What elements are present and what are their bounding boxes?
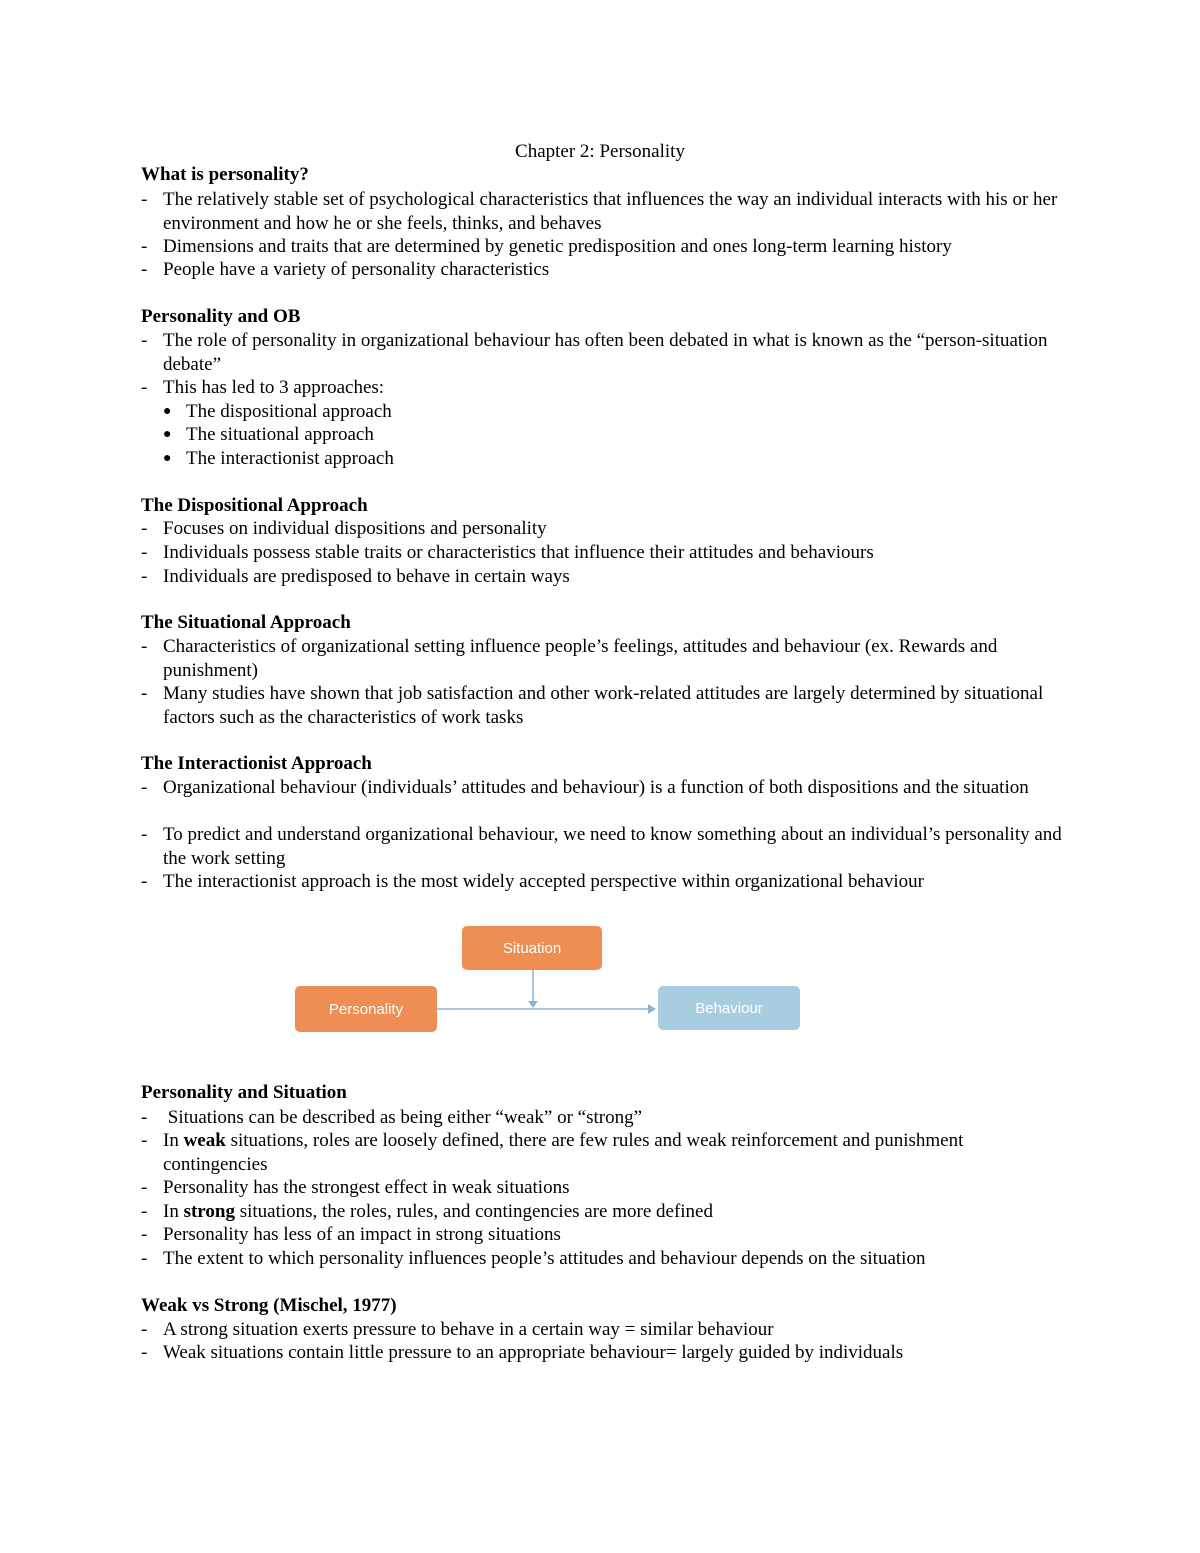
list-item: - Weak situations contain little pressure to an appropriate behaviour= largely guided by individuals [141, 1342, 904, 1363]
list-item: - Organizational behaviour (individuals’ attitudes and behaviour) is a function of both dispositions and the situation [141, 777, 1029, 798]
situation-arrowhead [528, 1001, 538, 1008]
list-item: - A strong situation exerts pressure to behave in a certain way = similar behaviour [141, 1319, 774, 1340]
behaviour-box: Behaviour [658, 986, 800, 1030]
list-item: - Situations can be described as being either “weak” or “strong” [141, 1107, 643, 1128]
list-item: - To predict and understand organizational behaviour, we need to know something about an individual’s personality and the work setting [141, 824, 1062, 869]
list-item: - Personality has less of an impact in strong situations [141, 1224, 561, 1245]
weak-emphasis: weak [183, 1130, 226, 1151]
list-item: - Personality has the strongest effect in weak situations [141, 1177, 570, 1198]
situation-box: Situation [462, 926, 602, 970]
section-heading-situational-approach: The Situational Approach [141, 612, 351, 633]
strong-emphasis: strong [183, 1201, 235, 1222]
section-heading-personality-and-ob: Personality and OB [141, 306, 301, 327]
sub-list-item: ● The situational approach [163, 424, 374, 445]
sub-list-item: ● The interactionist approach [163, 448, 394, 469]
list-item: - The extent to which personality influences people’s attitudes and behaviour depends on the situation [141, 1248, 926, 1269]
list-item: - Individuals possess stable traits or characteristics that influence their attitudes and behaviours [141, 542, 874, 563]
sub-list-item: ● The dispositional approach [163, 401, 392, 422]
list-item: - In strong situations, the roles, rules, and contingencies are more defined [141, 1201, 713, 1222]
list-item: - People have a variety of personality characteristics [141, 259, 550, 280]
list-item: - This has led to 3 approaches: [141, 377, 385, 398]
list-item: - In weak situations, roles are loosely defined, there are few rules and weak reinforcement and punishment contingencies [141, 1130, 964, 1175]
list-item: - The role of personality in organizational behaviour has often been debated in what is known as the “person-situation debate” [141, 330, 1048, 375]
list-item: - The interactionist approach is the most widely accepted perspective within organizational behaviour [141, 871, 924, 892]
personality-box: Personality [295, 986, 437, 1032]
list-item: - The relatively stable set of psychological characteristics that influences the way an individual interacts with his or her environment and how he or she feels, thinks, and behaves [141, 189, 1058, 234]
list-item: - Individuals are predisposed to behave in certain ways [141, 566, 570, 587]
section-heading-personality-and-situation: Personality and Situation [141, 1082, 347, 1103]
list-item: - Many studies have shown that job satisfaction and other work-related attitudes are largely determined by situational factors such as the characteristics of work tasks [141, 683, 1044, 728]
interactionist-diagram [290, 917, 812, 1037]
page-title: Chapter 2: Personality [515, 141, 685, 162]
section-heading-what-is-personality: What is personality? [141, 164, 309, 185]
list-item: - Focuses on individual dispositions and personality [141, 518, 547, 539]
section-heading-dispositional-approach: The Dispositional Approach [141, 495, 368, 516]
section-heading-interactionist-approach: The Interactionist Approach [141, 753, 372, 774]
list-item: - Characteristics of organizational setting influence people’s feelings, attitudes and behaviour (ex. Rewards and punishment) [141, 636, 998, 681]
section-heading-weak-vs-strong: Weak vs Strong (Mischel, 1977) [141, 1295, 397, 1316]
list-item: - Dimensions and traits that are determined by genetic predisposition and ones long-term learning history [141, 236, 952, 257]
behaviour-arrowhead [648, 1004, 656, 1014]
